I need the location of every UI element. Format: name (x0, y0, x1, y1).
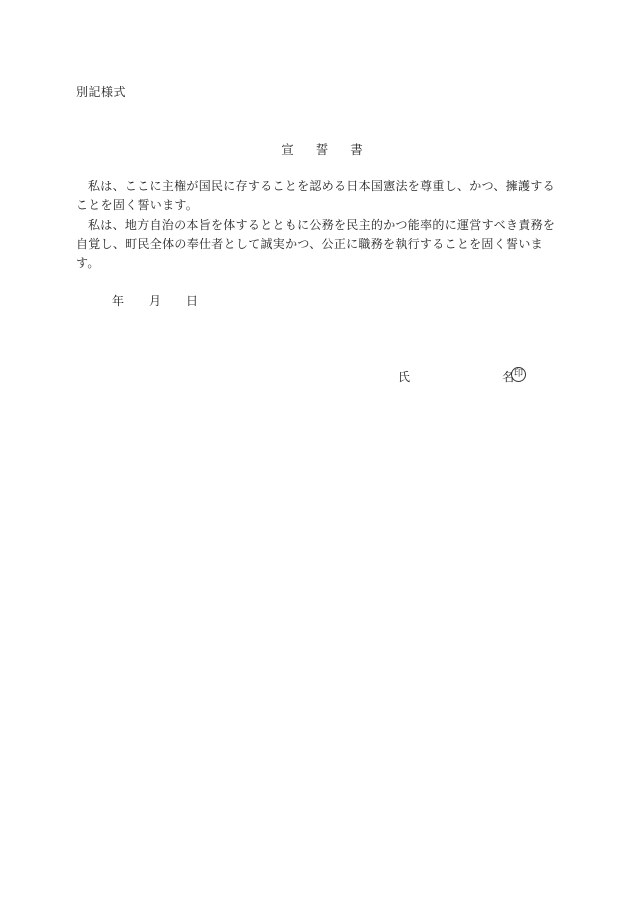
date-month-label: 月 (149, 294, 162, 308)
form-label: 別記様式 (76, 85, 127, 99)
document-title (0, 140, 630, 158)
oath-paragraph-constitution: 私は、ここに主権が国民に存することを認める日本国憲法を尊重し、かつ、擁護することを固く誓います。 (76, 179, 555, 212)
title-char: 誓 (315, 142, 329, 157)
name-label-surname: 氏 (398, 370, 411, 384)
seal-icon: 印 (511, 367, 526, 382)
signature-line (398, 368, 528, 384)
name-label-given: 名 (502, 370, 515, 384)
title-char: 宣 (281, 142, 294, 157)
title-char: 書 (350, 142, 363, 157)
date-day-label: 日 (186, 294, 199, 308)
oath-paragraph-duty: 私は、地方自治の本旨を体するとともに公務を民主的かつ能率的に運営すべき責務を自覚し、町民全体の奉仕者として誠実かつ、公正に職務を執行することを固く誓います。 (76, 218, 556, 270)
date-line (112, 292, 198, 309)
date-year-label: 年 (112, 294, 125, 308)
